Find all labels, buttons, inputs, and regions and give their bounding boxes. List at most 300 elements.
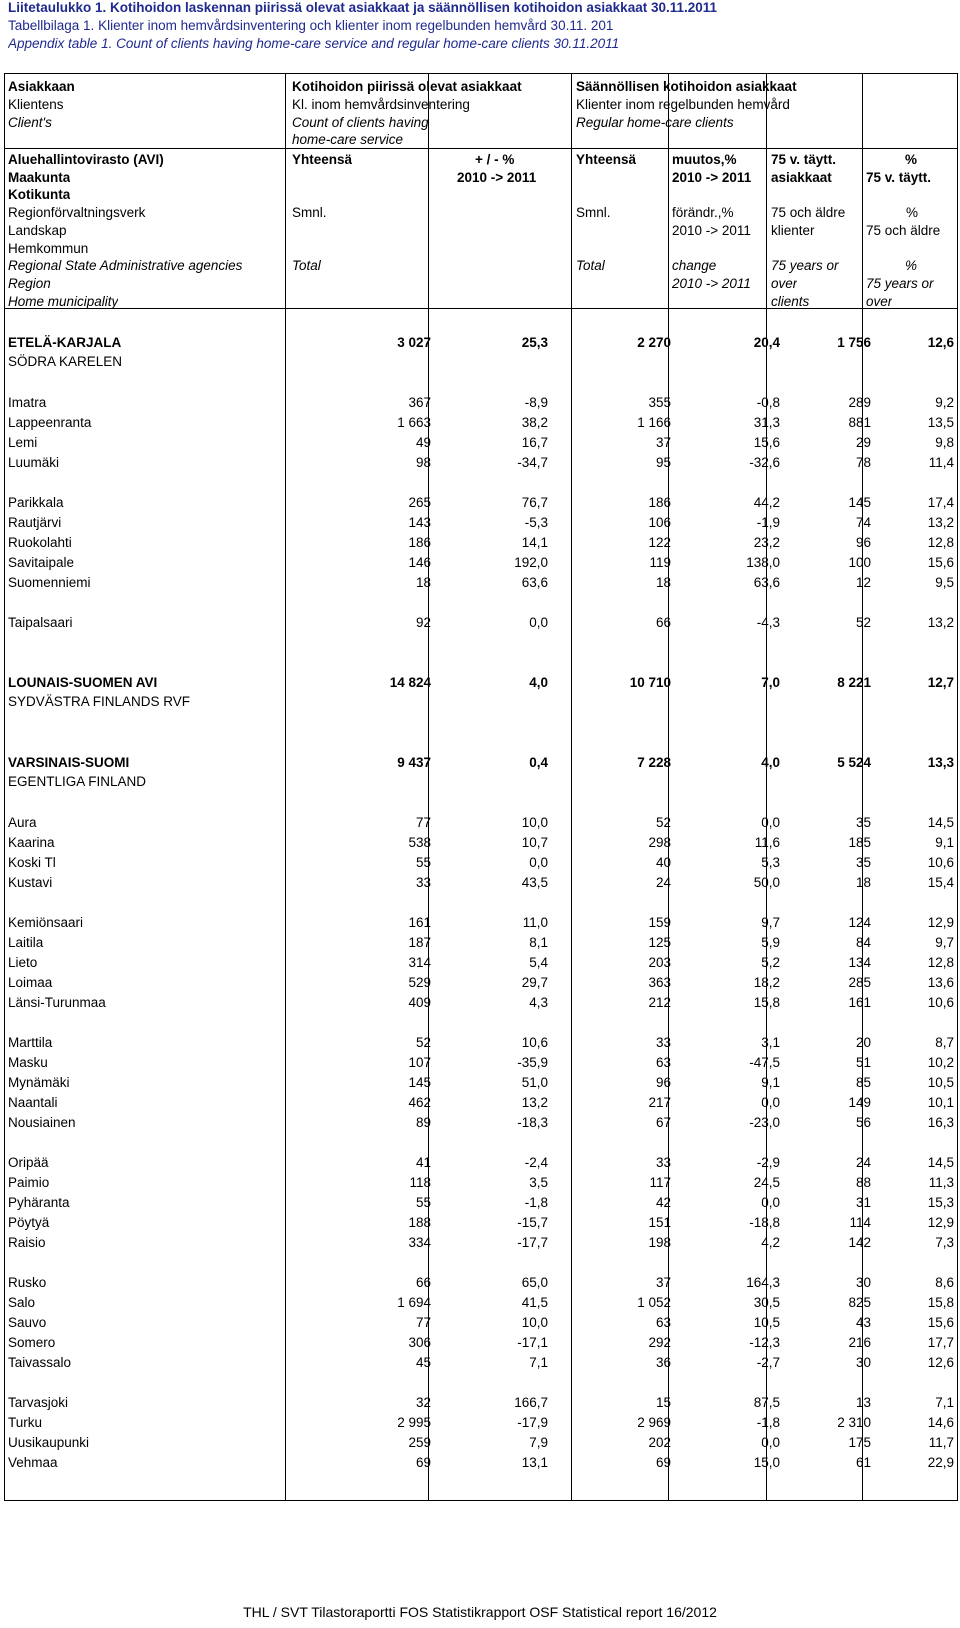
row-value: 8,7	[935, 1035, 954, 1050]
row-value: 92	[415, 615, 431, 630]
row-value: 114	[849, 1215, 871, 1230]
row-value: 145	[848, 495, 871, 510]
row-value: 36	[655, 1355, 671, 1370]
row-subname: SYDVÄSTRA FINLANDS RVF	[8, 694, 191, 709]
row-value: 142	[848, 1235, 871, 1250]
header-home-municipality: Home municipality	[8, 294, 119, 309]
row-value: 0,0	[529, 615, 548, 630]
header-hemkommun: Hemkommun	[8, 241, 89, 256]
row-value: 289	[848, 395, 871, 410]
row-value: 15,3	[927, 1195, 954, 1210]
row-value: 49	[415, 435, 431, 450]
row-value: -4,3	[756, 615, 780, 630]
row-name: Sauvo	[8, 1315, 47, 1330]
row-value: 52	[855, 615, 871, 630]
row-value: 43,5	[521, 875, 548, 890]
table-row	[4, 1433, 958, 1453]
row-value: 10,0	[521, 1315, 548, 1330]
row-value: 186	[648, 495, 671, 510]
row-value: -1,8	[524, 1195, 548, 1210]
row-value: 7,3	[935, 1235, 954, 1250]
row-value: 16,7	[521, 435, 548, 450]
header-kotikunta: Kotikunta	[8, 187, 71, 202]
row-value: 122	[648, 535, 671, 550]
header-saannollisen: Säännöllisen kotihoidon asiakkaat	[576, 79, 797, 94]
table-row	[4, 913, 958, 933]
row-value: 106	[648, 515, 671, 530]
row-value: 20,4	[753, 335, 780, 350]
header-klientens: Klientens	[8, 97, 64, 112]
header-regional-state: Regional State Administrative agencies	[8, 258, 243, 273]
row-value: 15,6	[927, 555, 954, 570]
row-name: Lemi	[8, 435, 38, 450]
header-smnl-1: Smnl.	[292, 205, 327, 220]
row-value: 151	[648, 1215, 671, 1230]
row-value: 17,7	[927, 1335, 954, 1350]
row-value: 29	[855, 435, 871, 450]
row-value: 143	[408, 515, 431, 530]
row-value: 44,2	[753, 495, 780, 510]
table-row	[4, 973, 958, 993]
row-value: 12,9	[927, 1215, 954, 1230]
table-title-sv: Tabellbilaga 1. Klienter inom hemvårdsinventering och klienter inom regelbunden hemvård 30.11. 201	[8, 18, 614, 33]
row-value: 13	[855, 1395, 871, 1410]
row-name: Suomenniemi	[8, 575, 91, 590]
row-value: 4,0	[761, 755, 780, 770]
row-value: 76,7	[521, 495, 548, 510]
row-value: 203	[648, 955, 671, 970]
row-value: 9,7	[935, 935, 954, 950]
row-value: 306	[408, 1335, 431, 1350]
row-value: 125	[648, 935, 671, 950]
row-value: 12,8	[927, 955, 954, 970]
row-value: 25,3	[521, 335, 548, 350]
row-value: 164,3	[746, 1275, 780, 1290]
row-value: 188	[408, 1215, 431, 1230]
row-value: 9,5	[935, 575, 954, 590]
header-period-3: 2010 -> 2011	[672, 223, 751, 238]
row-value: 259	[408, 1435, 431, 1450]
row-value: 55	[415, 855, 431, 870]
row-value: -1,8	[756, 1415, 780, 1430]
row-value: 22,9	[927, 1455, 954, 1470]
row-name: Lieto	[8, 955, 38, 970]
row-value: 10,7	[521, 835, 548, 850]
row-value: -5,3	[524, 515, 548, 530]
header-landskap: Landskap	[8, 223, 67, 238]
row-value: 66	[415, 1275, 431, 1290]
row-value: 134	[848, 955, 871, 970]
row-name: Luumäki	[8, 455, 60, 470]
row-value: 367	[408, 395, 431, 410]
row-value: 12,8	[927, 535, 954, 550]
row-name: Rusko	[8, 1275, 47, 1290]
table-row	[4, 1173, 958, 1193]
row-name: VARSINAIS-SUOMI	[8, 755, 130, 770]
row-name: Naantali	[8, 1095, 58, 1110]
row-value: -17,1	[517, 1335, 548, 1350]
row-value: -32,6	[749, 455, 780, 470]
header-period-4: 2010 -> 2011	[672, 276, 751, 291]
row-name: Nousiainen	[8, 1115, 76, 1130]
row-name: Länsi-Turunmaa	[8, 995, 106, 1010]
row-name: Raisio	[8, 1235, 46, 1250]
row-value: 13,2	[521, 1095, 548, 1110]
row-value: 43	[855, 1315, 871, 1330]
header-divider	[4, 308, 958, 309]
row-value: 0,0	[761, 1195, 780, 1210]
row-value: 7 228	[637, 755, 671, 770]
row-value: 88	[855, 1175, 871, 1190]
table-row	[4, 1353, 958, 1373]
row-value: 18,2	[753, 975, 780, 990]
region-row	[4, 753, 958, 773]
row-value: 15,4	[927, 875, 954, 890]
row-value: 1 694	[397, 1295, 431, 1310]
row-value: 77	[415, 1315, 431, 1330]
row-value: 529	[408, 975, 431, 990]
row-value: 146	[408, 555, 431, 570]
row-value: -0,8	[756, 395, 780, 410]
row-value: -2,4	[524, 1155, 548, 1170]
row-name: Paimio	[8, 1175, 50, 1190]
row-value: 11,3	[928, 1175, 954, 1190]
row-value: 14 824	[389, 675, 431, 690]
table-row	[4, 853, 958, 873]
row-value: 3 027	[397, 335, 431, 350]
row-name: Imatra	[8, 395, 47, 410]
row-value: 35	[855, 855, 871, 870]
row-value: 4,3	[529, 995, 548, 1010]
row-value: 10,0	[521, 815, 548, 830]
header-kotihoidon: Kotihoidon piirissä olevat asiakkaat	[292, 79, 522, 94]
row-value: 63	[655, 1315, 671, 1330]
row-value: 13,2	[927, 515, 954, 530]
row-value: 37	[655, 435, 671, 450]
row-name: Kustavi	[8, 875, 53, 890]
row-value: 55	[415, 1195, 431, 1210]
row-value: 63	[655, 1055, 671, 1070]
row-value: 8,1	[529, 935, 548, 950]
row-value: 10,6	[927, 995, 954, 1010]
row-value: 4,0	[529, 675, 548, 690]
row-name: Uusikaupunki	[8, 1435, 90, 1450]
header-75v-b: 75 v. täytt.	[866, 170, 932, 185]
row-value: 161	[408, 915, 431, 930]
row-value: 9,7	[761, 915, 780, 930]
header-count-of: Count of clients having	[292, 115, 429, 130]
row-value: -2,7	[756, 1355, 780, 1370]
table-row	[4, 393, 958, 413]
row-value: 13,2	[927, 615, 954, 630]
row-value: 41,5	[521, 1295, 548, 1310]
row-value: 2 969	[637, 1415, 671, 1430]
row-value: 12	[855, 575, 871, 590]
table-row	[4, 1153, 958, 1173]
row-value: 20	[855, 1035, 871, 1050]
row-value: 159	[648, 915, 671, 930]
header-75v-a: 75 v. täytt.	[771, 152, 837, 167]
table-row	[4, 1453, 958, 1473]
row-name: Ruokolahti	[8, 535, 72, 550]
row-value: 166,7	[514, 1395, 548, 1410]
row-value: -12,3	[749, 1335, 780, 1350]
row-value: 18	[855, 875, 871, 890]
row-value: 216	[848, 1335, 871, 1350]
row-value: 298	[648, 835, 671, 850]
row-value: 124	[848, 915, 871, 930]
row-value: 51,0	[521, 1075, 548, 1090]
row-value: 52	[415, 1035, 431, 1050]
table-row	[4, 413, 958, 433]
row-value: 1 663	[397, 415, 431, 430]
row-value: 31	[855, 1195, 871, 1210]
row-value: 8 221	[837, 675, 871, 690]
row-value: 40	[655, 855, 671, 870]
row-value: 10,6	[927, 855, 954, 870]
header-maakunta: Maakunta	[8, 170, 71, 185]
row-value: 11,7	[928, 1435, 954, 1450]
row-name: Taipalsaari	[8, 615, 73, 630]
table-row	[4, 1273, 958, 1293]
row-value: 7,1	[935, 1395, 954, 1410]
row-value: 0,0	[761, 815, 780, 830]
row-value: 175	[848, 1435, 871, 1450]
row-value: 14,1	[521, 535, 548, 550]
row-value: 10,5	[753, 1315, 780, 1330]
row-value: -18,3	[517, 1115, 548, 1130]
row-value: 87,5	[753, 1395, 780, 1410]
row-value: 33	[655, 1155, 671, 1170]
row-value: 65,0	[521, 1275, 548, 1290]
row-value: -15,7	[517, 1215, 548, 1230]
row-name: Marttila	[8, 1035, 53, 1050]
row-value: 0,0	[761, 1435, 780, 1450]
row-value: 69	[415, 1455, 431, 1470]
footer-source: THL / SVT Tilastoraportti FOS Statistikrapport OSF Statistical report 16/2012	[243, 1604, 717, 1620]
row-name: Taivassalo	[8, 1355, 72, 1370]
header-regionforv: Regionförvaltningsverk	[8, 205, 146, 220]
header-total-1: Total	[292, 258, 321, 273]
row-value: 18	[655, 575, 671, 590]
row-name: Aura	[8, 815, 37, 830]
table-row	[4, 453, 958, 473]
table-row	[4, 1193, 958, 1213]
row-value: 18	[415, 575, 431, 590]
table-title-fi: Liitetaulukko 1. Kotihoidon laskennan piirissä olevat asiakkaat ja säännöllisen kotihoidon asiakkaat 30.11.2011	[8, 0, 718, 15]
table-row	[4, 493, 958, 513]
row-name: Mynämäki	[8, 1075, 70, 1090]
row-value: 29,7	[521, 975, 548, 990]
row-value: 15,6	[753, 435, 780, 450]
row-value: 149	[848, 1095, 871, 1110]
header-och-aldre-2: 75 och äldre	[866, 223, 941, 238]
row-value: 12,7	[927, 675, 954, 690]
row-value: 2 270	[637, 335, 671, 350]
header-years-or-1: 75 years or	[771, 258, 839, 273]
row-value: 16,3	[927, 1115, 954, 1130]
row-value: 13,6	[927, 975, 954, 990]
row-value: 15,8	[753, 995, 780, 1010]
row-value: 50,0	[753, 875, 780, 890]
row-value: -1,9	[756, 515, 780, 530]
row-value: 15	[655, 1395, 671, 1410]
row-value: 11,4	[928, 455, 954, 470]
row-value: 5,9	[761, 935, 780, 950]
row-value: 14,5	[927, 1155, 954, 1170]
table-row	[4, 1293, 958, 1313]
row-value: 12,9	[927, 915, 954, 930]
table-row	[4, 1053, 958, 1073]
row-value: 51	[855, 1055, 871, 1070]
table-row	[4, 513, 958, 533]
row-value: 9,1	[935, 835, 954, 850]
row-name: LOUNAIS-SUOMEN AVI	[8, 675, 158, 690]
row-value: -17,9	[517, 1415, 548, 1430]
header-forandr: förändr.,%	[672, 205, 734, 220]
row-name: Rautjärvi	[8, 515, 62, 530]
row-value: 2 310	[837, 1415, 871, 1430]
table-row	[4, 1213, 958, 1233]
row-value: 63,6	[753, 575, 780, 590]
header-change: change	[672, 258, 717, 273]
header-yhteensa-2: Yhteensä	[576, 152, 637, 167]
row-name: Savitaipale	[8, 555, 75, 570]
row-value: 13,1	[521, 1455, 548, 1470]
table-row	[4, 533, 958, 553]
row-name: Kaarina	[8, 835, 55, 850]
row-value: 5,2	[761, 955, 780, 970]
row-value: 10,1	[927, 1095, 954, 1110]
row-value: 0,0	[529, 855, 548, 870]
row-value: 13,5	[927, 415, 954, 430]
row-value: 355	[648, 395, 671, 410]
header-over-2: over	[866, 294, 893, 309]
row-value: 15,0	[753, 1455, 780, 1470]
row-value: 33	[415, 875, 431, 890]
row-value: 14,6	[927, 1415, 954, 1430]
row-value: 33	[655, 1035, 671, 1050]
table-row	[4, 433, 958, 453]
row-value: 61	[855, 1455, 871, 1470]
row-value: 161	[848, 995, 871, 1010]
table-row	[4, 1033, 958, 1053]
row-value: 77	[415, 815, 431, 830]
row-name: Pyhäranta	[8, 1195, 70, 1210]
row-value: -8,9	[524, 395, 548, 410]
row-value: 35	[855, 815, 871, 830]
row-value: 96	[655, 1075, 671, 1090]
row-name: Salo	[8, 1295, 36, 1310]
row-value: 4,2	[761, 1235, 780, 1250]
row-value: 538	[408, 835, 431, 850]
row-value: 15,6	[927, 1315, 954, 1330]
table-row	[4, 933, 958, 953]
header-clients-word: clients	[771, 294, 810, 309]
row-value: 30	[855, 1355, 871, 1370]
table-row	[4, 1413, 958, 1433]
row-value: 285	[848, 975, 871, 990]
row-value: 11,0	[522, 915, 548, 930]
row-value: 3,5	[529, 1175, 548, 1190]
row-value: 119	[649, 555, 671, 570]
row-name: Lappeenranta	[8, 415, 92, 430]
header-klienter: klienter	[771, 223, 815, 238]
row-name: ETELÄ-KARJALA	[8, 335, 122, 350]
region-row	[4, 673, 958, 693]
header-plusminus: + / - %	[475, 152, 515, 167]
table-row	[4, 1113, 958, 1133]
table-row	[4, 953, 958, 973]
header-total-2: Total	[576, 258, 605, 273]
row-value: 95	[655, 455, 671, 470]
row-value: 84	[855, 935, 871, 950]
row-value: 13,3	[927, 755, 954, 770]
header-period-2: 2010 -> 2011	[672, 170, 752, 185]
row-name: Laitila	[8, 935, 44, 950]
row-value: 14,5	[927, 815, 954, 830]
table-row	[4, 1093, 958, 1113]
row-name: Tarvasjoki	[8, 1395, 69, 1410]
header-muutos: muutos,%	[672, 152, 737, 167]
header-years-or-2: 75 years or	[866, 276, 934, 291]
row-value: -17,7	[517, 1235, 548, 1250]
table-row	[4, 993, 958, 1013]
row-value: 78	[855, 455, 871, 470]
table-row	[4, 1393, 958, 1413]
row-value: 1 052	[637, 1295, 671, 1310]
header-kl-inom: Kl. inom hemvårdsinventering	[292, 97, 470, 112]
region-row	[4, 333, 958, 353]
row-value: 10 710	[629, 675, 671, 690]
row-value: 409	[408, 995, 431, 1010]
row-value: 52	[655, 815, 671, 830]
row-name: Kemiönsaari	[8, 915, 84, 930]
table-row	[4, 1333, 958, 1353]
header-och-aldre-1: 75 och äldre	[771, 205, 846, 220]
row-value: 41	[415, 1155, 431, 1170]
header-pct-c: %	[905, 258, 918, 273]
row-value: 1 756	[837, 335, 871, 350]
header-clients: Client's	[8, 115, 52, 130]
row-value: -2,9	[756, 1155, 780, 1170]
row-value: 363	[648, 975, 671, 990]
row-value: 69	[655, 1455, 671, 1470]
row-name: Loimaa	[8, 975, 53, 990]
row-value: 67	[655, 1115, 671, 1130]
header-homecare-service: home-care service	[292, 132, 404, 147]
row-value: 10,6	[521, 1035, 548, 1050]
row-value: 217	[648, 1095, 671, 1110]
header-pct-b: %	[906, 205, 919, 220]
table-row	[4, 573, 958, 593]
row-value: 192,0	[514, 555, 548, 570]
row-value: 30	[855, 1275, 871, 1290]
row-value: 202	[648, 1435, 671, 1450]
row-name: Somero	[8, 1335, 56, 1350]
header-period-1: 2010 -> 2011	[457, 170, 537, 185]
row-value: 2 995	[397, 1415, 431, 1430]
row-value: -47,5	[749, 1055, 780, 1070]
row-value: 265	[408, 495, 431, 510]
header-yhteensa-1: Yhteensä	[292, 152, 353, 167]
row-value: 107	[408, 1055, 431, 1070]
row-value: 24,5	[753, 1175, 780, 1190]
row-value: 56	[855, 1115, 871, 1130]
row-value: 0,0	[761, 1095, 780, 1110]
row-value: 30,5	[753, 1295, 780, 1310]
row-value: 7,1	[529, 1355, 548, 1370]
